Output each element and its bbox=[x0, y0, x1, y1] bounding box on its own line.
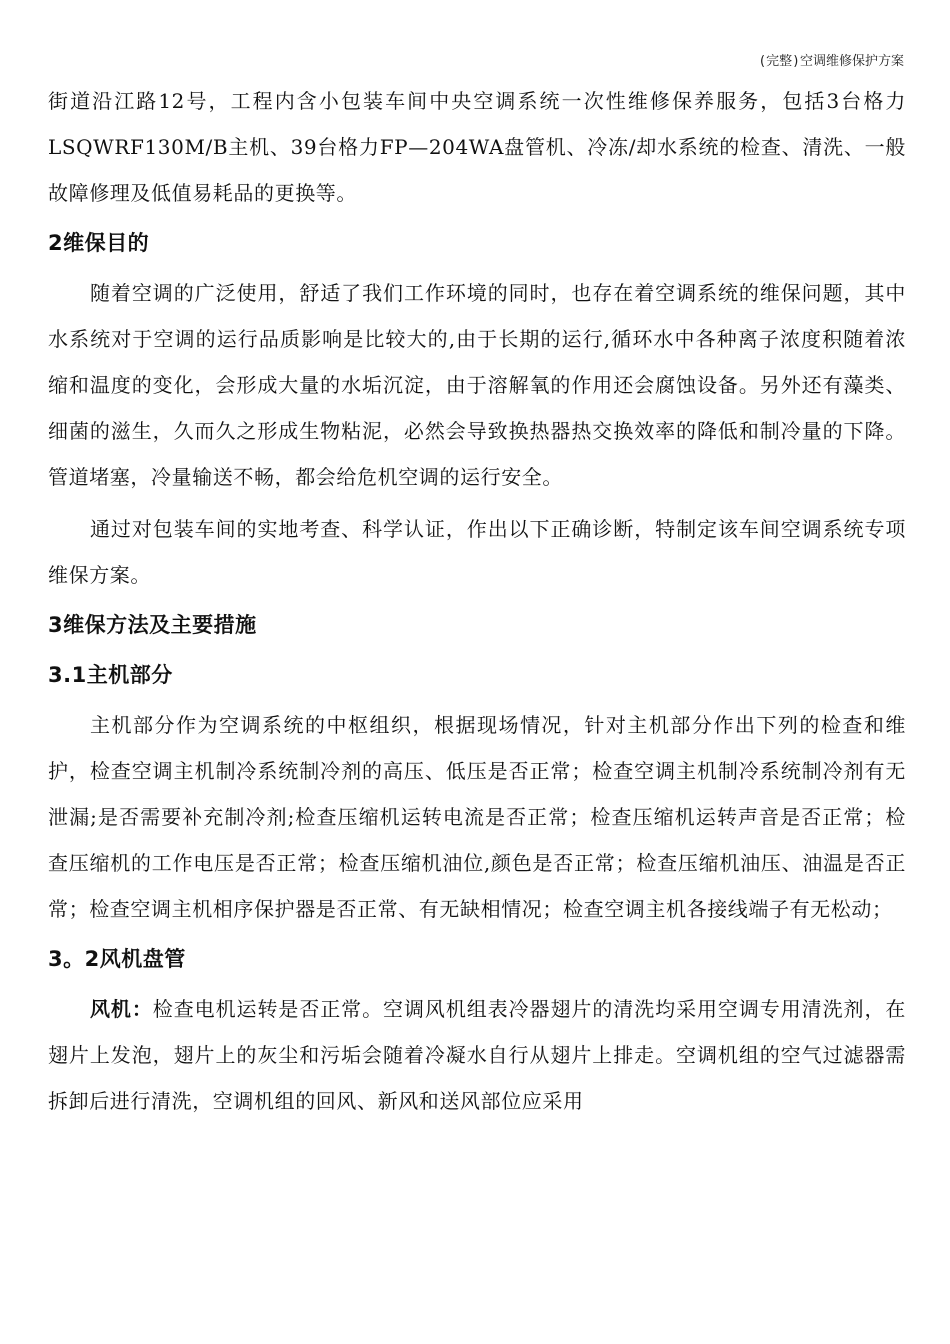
running-header: (完整)空调维修保护方案 bbox=[758, 54, 904, 69]
section-3-1-paragraph: 主机部分作为空调系统的中枢组织，根据现场情况，针对主机部分作出下列的检查和维护，检查空调主机制冷系统制冷剂的高压、低压是否正常；检查空调主机制冷系统制冷剂有无泄漏;是否需要补充制冷剂;检查压缩机运转电流是否正常；检查压缩机运转声音是否正常；检查压缩机的工作电压是否正常；检查压缩机油位,颜色是否正常；检查压缩机油压、油温是否正常；检查空调主机相序保护器是否正常、有无缺相情况；检查空调主机各接线端子有无松动； bbox=[48, 713, 906, 921]
fan-paragraph-text: 检查电机运转是否正常。空调风机组表冷器翅片的清洗均采用空调专用清洗剂，在翅片上发泡，翅片上的灰尘和污垢会随着冷凝水自行从翅片上排走。空调机组的空气过滤器需拆卸后进行清洗，空调机组的回风、新风和送风部位应采用 bbox=[48, 997, 906, 1113]
section-3-heading: 3维保方法及主要措施 bbox=[48, 613, 257, 637]
section-3-1-heading: 3.1主机部分 bbox=[48, 663, 173, 687]
intro-paragraph: 街道沿江路12号，工程内含小包装车间中央空调系统一次性维修保养服务，包括3台格力LSQWRF130M/B主机、39台格力FP—204WA盘管机、冷冻/却水系统的检查、清洗、一般故障修理及低值易耗品的更换等。 bbox=[48, 89, 906, 205]
section-3-2-paragraph bbox=[48, 986, 906, 1124]
document-body bbox=[48, 78, 906, 1124]
section-2-paragraph-2: 通过对包装车间的实地考查、科学认证，作出以下正确诊断，特制定该车间空调系统专项维保方案。 bbox=[48, 517, 906, 587]
section-2-heading: 2维保目的 bbox=[48, 231, 150, 255]
section-3-2-heading: 3。2风机盘管 bbox=[48, 947, 186, 971]
fan-lead-label: 风机： bbox=[90, 997, 153, 1021]
section-2-paragraph-1: 随着空调的广泛使用，舒适了我们工作环境的同时，也存在着空调系统的维保问题，其中水系统对于空调的运行品质影响是比较大的,由于长期的运行,循环水中各种离子浓度积随着浓缩和温度的变化，会形成大量的水垢沉淀，由于溶解氧的作用还会腐蚀设备。另外还有藻类、细菌的滋生，久而久之形成生物粘泥，必然会导致换热器热交换效率的降低和制冷量的下降。管道堵塞，冷量输送不畅，都会给危机空调的运行安全。 bbox=[48, 281, 906, 489]
